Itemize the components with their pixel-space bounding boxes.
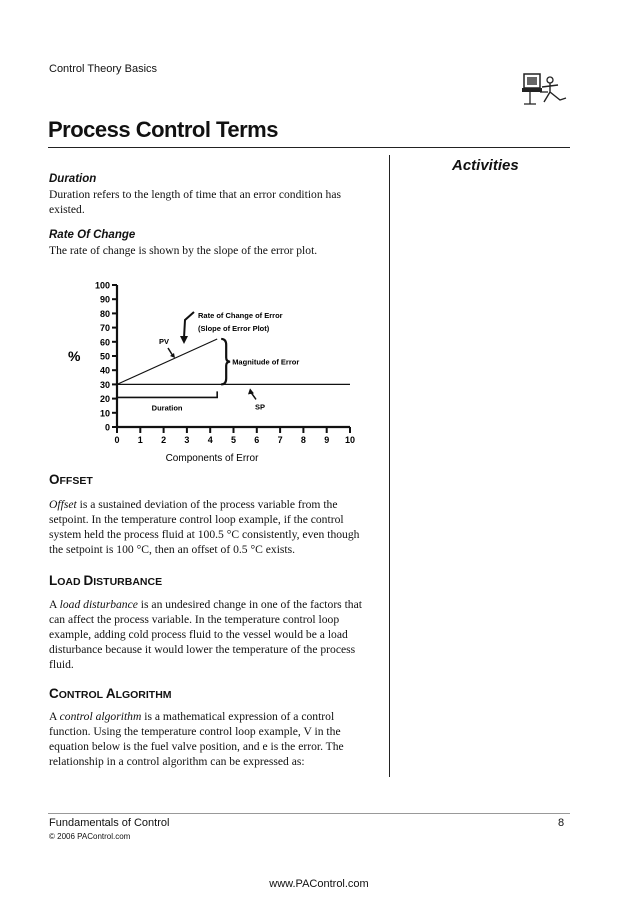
y-tick-label: 30 (99, 379, 110, 390)
y-tick-label: 80 (99, 308, 110, 319)
components-of-error-chart (60, 276, 360, 466)
x-tick-label: 5 (230, 435, 237, 445)
x-tick-label: 10 (344, 435, 356, 445)
ca-body: is a mathematical expression of a control function. Using the temperature control loop example, V in the equation below is the fuel valve position, and e is the error. The relationship in a control algorithm can be expressed as: (49, 710, 344, 768)
chart-annotations (117, 311, 299, 412)
duration-label: Duration (151, 403, 183, 413)
rate-arrow (184, 312, 194, 338)
ld-body: is an undesired change in one of the factors that can affect the process variable. In the temperature control loop example, adding cold process fluid to the vessel would be a load disturbance because it would lower the temperature of the process fluid. (49, 598, 362, 671)
rate-label-2: (Slope of Error Plot) (198, 324, 270, 333)
pv-label: PV (159, 337, 170, 346)
control-algorithm-heading (49, 686, 172, 701)
rate-of-change-heading: Rate Of Change (49, 229, 136, 241)
rate-arrowhead (180, 336, 188, 344)
control-algorithm-text (49, 709, 374, 769)
offset-heading-rest: FFSET (59, 475, 93, 487)
chart-axes (68, 281, 355, 465)
x-tick-label: 7 (277, 435, 283, 445)
y-tick-label: 0 (104, 422, 110, 433)
copyright: © 2006 PAControl.com (49, 832, 131, 841)
running-header: Control Theory Basics (49, 63, 158, 75)
offset-heading (49, 472, 93, 487)
ld-heading-rest-2: ISTURBANCE (93, 576, 163, 588)
footer-title: Fundamentals of Control (49, 817, 170, 829)
load-disturbance-heading (49, 573, 162, 588)
x-tick-label: 4 (207, 435, 213, 445)
ld-heading-rest-1: OAD (57, 576, 84, 588)
ca-heading-rest-1: ONTROL (58, 689, 106, 701)
ld-prefix: A (49, 598, 60, 611)
y-tick-label: 10 (99, 408, 110, 419)
y-tick-label: 50 (99, 351, 110, 362)
x-tick-label: 8 (300, 435, 306, 445)
x-tick-label: 3 (184, 435, 190, 445)
offset-body: is a sustained deviation of the process variable from the setpoint. In the temperature control loop example, if the control system held the process fluid at 100.5 °C consistently, even though the setpoint is 100 °C, then an offset of 0.5 °C exists. (49, 498, 360, 556)
x-tick-label: 0 (114, 435, 120, 445)
ca-term: control algorithm (59, 710, 142, 723)
ca-heading-initial-1: C (49, 686, 59, 701)
sp-label: SP (255, 402, 266, 412)
y-tick-label: 20 (99, 394, 110, 405)
footer-rule (48, 813, 570, 814)
page-title: Process Control Terms (48, 117, 278, 142)
duration-bracket (117, 391, 217, 397)
offset-text (49, 497, 374, 557)
computer-operator-icon (520, 70, 570, 110)
rate-label-1: Rate of Change of Error (198, 311, 283, 320)
column-divider (389, 155, 390, 777)
page-number: 8 (558, 817, 565, 829)
ld-term: load disturbance (59, 598, 138, 611)
load-disturbance-text (49, 597, 374, 672)
title-rule (48, 147, 570, 148)
chart-title: Components of Error (165, 453, 259, 464)
magnitude-brace (221, 339, 230, 384)
ca-heading-initial-2: A (105, 686, 116, 701)
footer-url: www.PAControl.com (269, 878, 369, 890)
activities-heading: Activities (452, 157, 519, 174)
x-tick-label: 2 (161, 435, 167, 445)
offset-term: Offset (49, 498, 77, 511)
y-tick-label: 90 (99, 294, 110, 305)
ca-prefix: A (49, 710, 60, 723)
ld-heading-initial-2: D (83, 573, 94, 588)
y-tick-label: 100 (94, 280, 110, 291)
ca-heading-rest-2: LGORITHM (115, 689, 172, 701)
x-tick-label: 6 (254, 435, 260, 445)
sp-arrowhead (248, 388, 254, 394)
y-tick-label: 60 (99, 337, 110, 348)
duration-text: Duration refers to the length of time that an error condition has existed. (49, 188, 342, 216)
rate-of-change-text: The rate of change is shown by the slope of the error plot. (49, 244, 318, 257)
x-tick-label: 9 (324, 435, 330, 445)
ld-heading-initial-1: L (49, 573, 58, 588)
y-tick-label: 40 (99, 365, 110, 376)
magnitude-label: Magnitude of Error (232, 357, 300, 367)
offset-heading-initial: O (49, 472, 60, 487)
y-axis-label: % (68, 348, 81, 364)
y-tick-label: 70 (99, 323, 110, 334)
duration-heading: Duration (49, 173, 97, 185)
x-tick-label: 1 (137, 435, 143, 445)
